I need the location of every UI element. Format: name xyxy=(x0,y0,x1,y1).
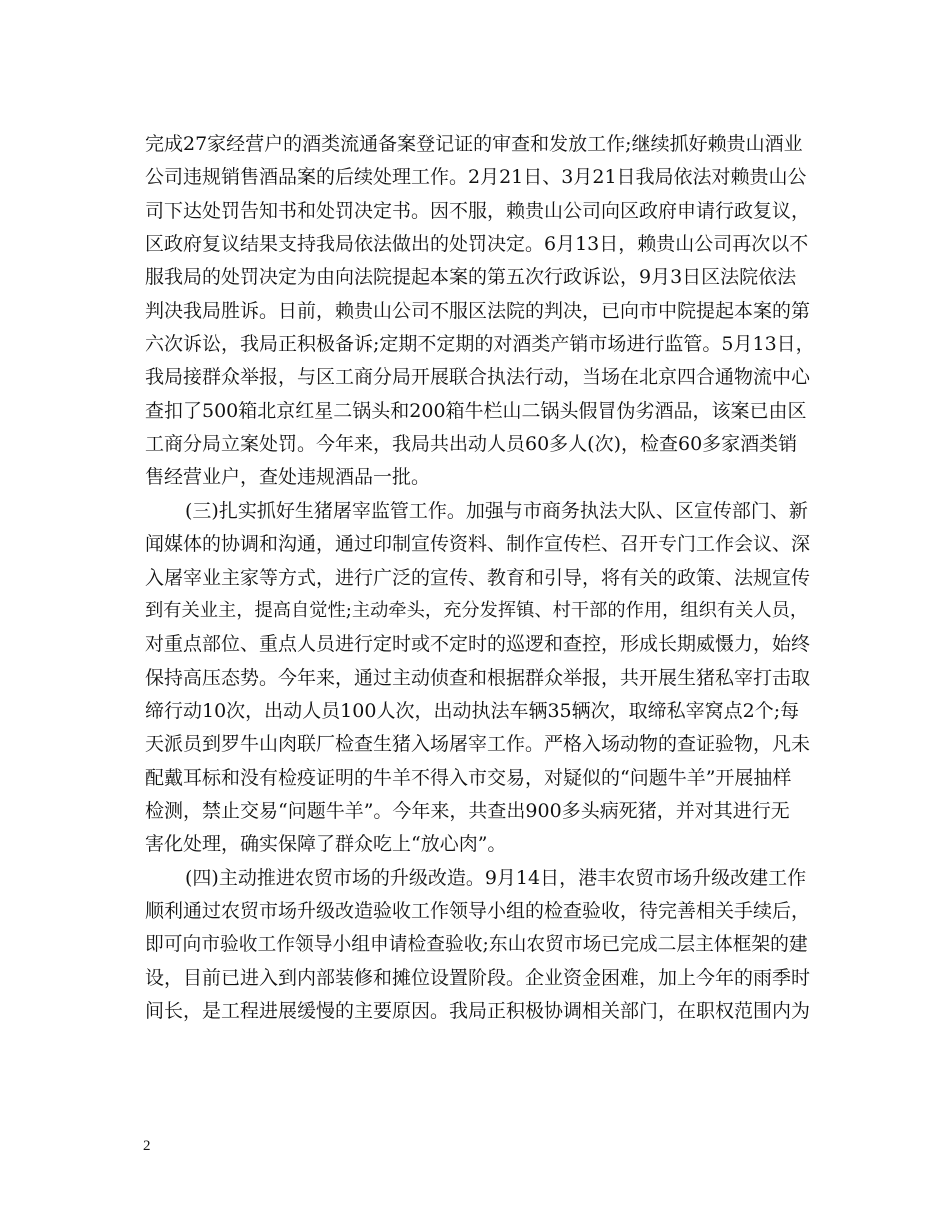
text-line: 六次诉讼，我局正积极备诉;定期不定期的对酒类产销市场进行监管。5月13日， xyxy=(145,333,815,355)
text-line: 公司违规销售酒品案的后续处理工作。2月21日、3月21日我局依法对赖贵山公 xyxy=(145,166,807,188)
text-line: 对重点部位、重点人员进行定时或不定时的巡逻和查控，形成长期威慑力，始终 xyxy=(145,633,811,655)
text-line: 区政府复议结果支持我局依法做出的处罚决定。6月13日，赖贵山公司再次以不 xyxy=(145,233,809,255)
text-line: 闻媒体的协调和沟通，通过印制宣传资料、制作宣传栏、召开专门工作会议、深 xyxy=(145,533,811,555)
text-line: 配戴耳标和没有检疫证明的牛羊不得入市交易，对疑似的“问题牛羊”开展抽样 xyxy=(145,767,792,789)
text-line: 即可向市验收工作领导小组申请检查验收;东山农贸市场已完成二层主体框架的建 xyxy=(145,934,808,955)
text-line: 查扣了500箱北京红星二锅头和200箱牛栏山二锅头假冒伪劣酒品，该案已由区 xyxy=(145,400,807,422)
paragraph-start-line: (三)扎实抓好生猪屠宰监管工作。加强与市商务执法大队、区宣传部门、新 xyxy=(185,500,808,522)
text-line: 保持高压态势。今年来，通过主动侦查和根据群众举报，共开展生猪私宰打击取 xyxy=(145,667,811,689)
text-line: 缔行动10次，出动人员100人次，出动执法车辆35辆次，取缔私宰窝点2个;每 xyxy=(145,700,800,722)
text-line: 入屠宰业主家等方式，进行广泛的宣传、教育和引导，将有关的政策、法规宣传 xyxy=(145,567,811,589)
text-line: 判决我局胜诉。日前，赖贵山公司不服区法院的判决，已向市中院提起本案的第 xyxy=(145,300,811,322)
text-line: 顺利通过农贸市场升级改造验收工作领导小组的检查验收，待完善相关手续后， xyxy=(145,900,811,922)
text-line: 我局接群众举报，与区工商分局开展联合执法行动，当场在北京四合通物流中心 xyxy=(145,366,811,388)
page-number: 2 xyxy=(143,1138,151,1154)
text-line: 完成27家经营户的酒类流通备案登记证的审查和发放工作;继续抓好赖贵山酒业 xyxy=(145,133,803,155)
paragraph-start-line: (四)主动推进农贸市场的升级改造。9月14日，港丰农贸市场升级改建工作 xyxy=(185,867,807,889)
text-line: 检测，禁止交易“问题牛羊”。今年来，共查出900多头病死猪，并对其进行无 xyxy=(145,800,790,822)
text-line: 害化处理，确实保障了群众吃上“放心肉”。 xyxy=(145,833,507,855)
text-line: 售经营业户，查处违规酒品一批。 xyxy=(145,466,431,488)
text-line: 设，目前已进入到内部装修和摊位设置阶段。企业资金困难，加上今年的雨季时 xyxy=(145,967,811,989)
text-line: 间长，是工程进展缓慢的主要原因。我局正积极协调相关部门，在职权范围内为 xyxy=(145,1000,811,1022)
text-line: 工商分局立案处罚。今年来，我局共出动人员60多人(次)，检查60多家酒类销 xyxy=(145,433,798,455)
text-line: 司下达处罚告知书和处罚决定书。因不服，赖贵山公司向区政府申请行政复议， xyxy=(145,200,811,222)
text-line: 天派员到罗牛山肉联厂检查生猪入场屠宰工作。严格入场动物的查证验物，凡未 xyxy=(145,733,811,755)
text-line: 服我局的处罚决定为由向法院提起本案的第五次行政诉讼，9月3日区法院依法 xyxy=(145,266,797,288)
text-line: 到有关业主，提高自觉性;主动牵头，充分发挥镇、村干部的作用，组织有关人员， xyxy=(145,600,809,621)
